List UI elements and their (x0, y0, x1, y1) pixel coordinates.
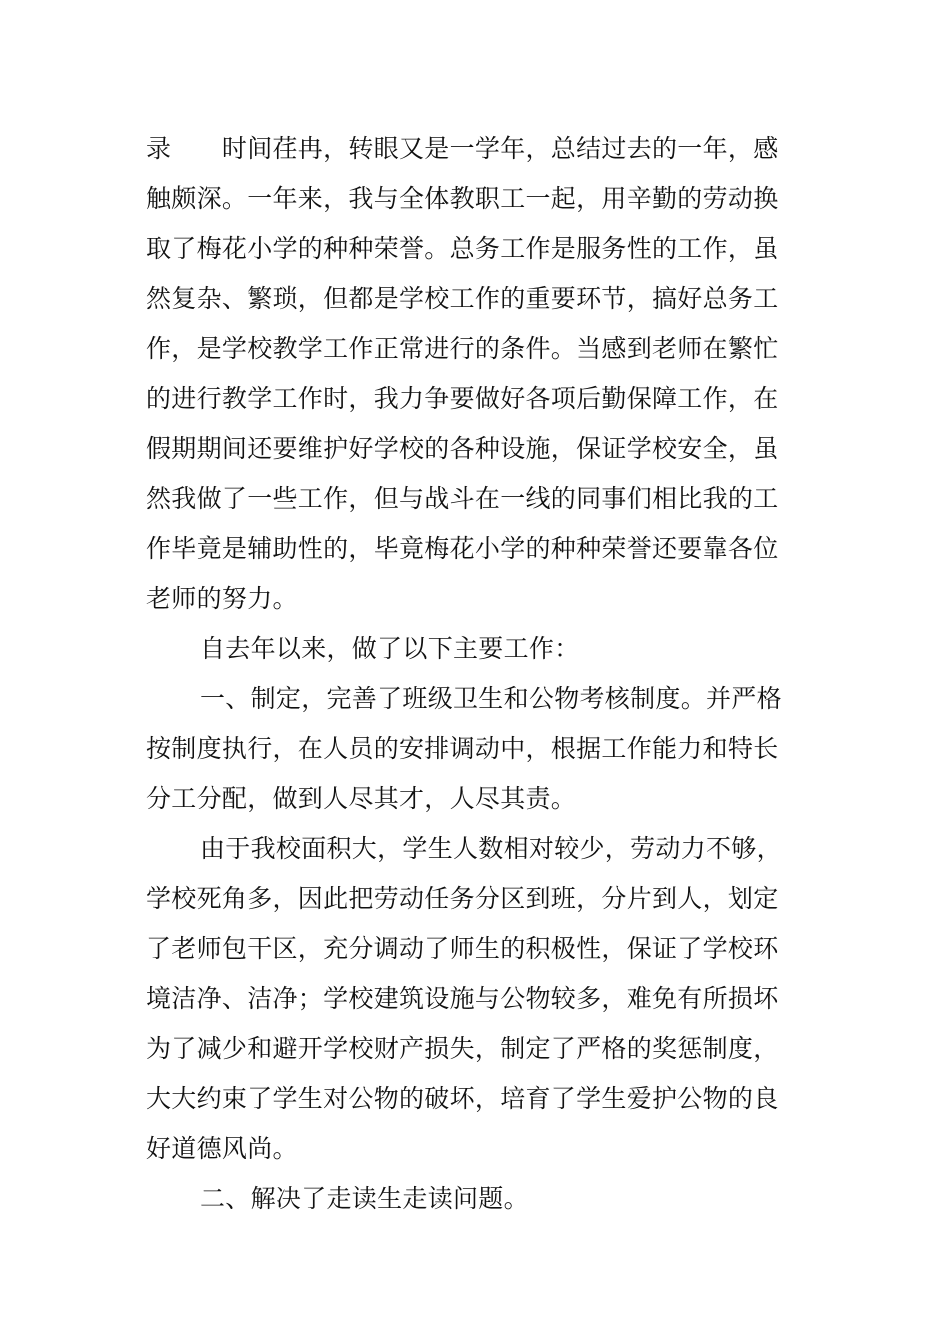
text-line: 触颇深。一年来，我与全体教职工一起，用辛勤的劳动换 (146, 184, 779, 213)
text-line: 作，是学校教学工作正常进行的条件。当感到老师在繁忙 (146, 334, 779, 363)
text-line: 大大约束了学生对公物的破坏，培育了学生爱护公物的良 (146, 1084, 779, 1113)
paragraph-item-one (146, 674, 808, 824)
text-line: 老师的努力。 (146, 584, 298, 613)
text-line: 为了减少和避开学校财产损失，制定了严格的奖惩制度， (146, 1034, 779, 1063)
text-line: 录 时间荏冉，转眼又是一学年，总结过去的一年，感 (146, 134, 779, 163)
text-line: 按制度执行，在人员的安排调动中，根据工作能力和特长 (146, 734, 779, 763)
text-line: 作毕竟是辅助性的，毕竟梅花小学的种种荣誉还要靠各位 (146, 534, 779, 563)
text-line: 一、制定，完善了班级卫生和公物考核制度。并严格 (200, 684, 782, 713)
text-line: 境洁净、洁净；学校建筑设施与公物较多，难免有所损坏 (146, 984, 779, 1013)
text-line: 然我做了一些工作，但与战斗在一线的同事们相比我的工 (146, 484, 779, 513)
text-line: 了老师包干区，充分调动了师生的积极性，保证了学校环 (146, 934, 779, 963)
paragraph-item-two (146, 1174, 808, 1224)
text-line: 由于我校面积大，学生人数相对较少，劳动力不够， (200, 834, 782, 863)
text-line: 取了梅花小学的种种荣誉。总务工作是服务性的工作，虽 (146, 234, 779, 263)
text-line: 二、解决了走读生走读问题。 (200, 1184, 529, 1213)
text-line: 分工分配，做到人尽其才，人尽其责。 (146, 784, 577, 813)
paragraph-intro (146, 124, 808, 624)
paragraph-cleaning-detail (146, 824, 808, 1174)
text-line: 好道德风尚。 (146, 1134, 298, 1163)
paragraph-main-work-heading (146, 624, 808, 674)
text-line: 假期期间还要维护好学校的各种设施，保证学校安全，虽 (146, 434, 779, 463)
text-line: 然复杂、繁琐，但都是学校工作的重要环节，搞好总务工 (146, 284, 779, 313)
text-line: 的进行教学工作时，我力争要做好各项后勤保障工作，在 (146, 384, 779, 413)
text-line: 自去年以来，做了以下主要工作： (200, 634, 580, 663)
text-line: 学校死角多，因此把劳动任务分区到班，分片到人，划定 (146, 884, 779, 913)
